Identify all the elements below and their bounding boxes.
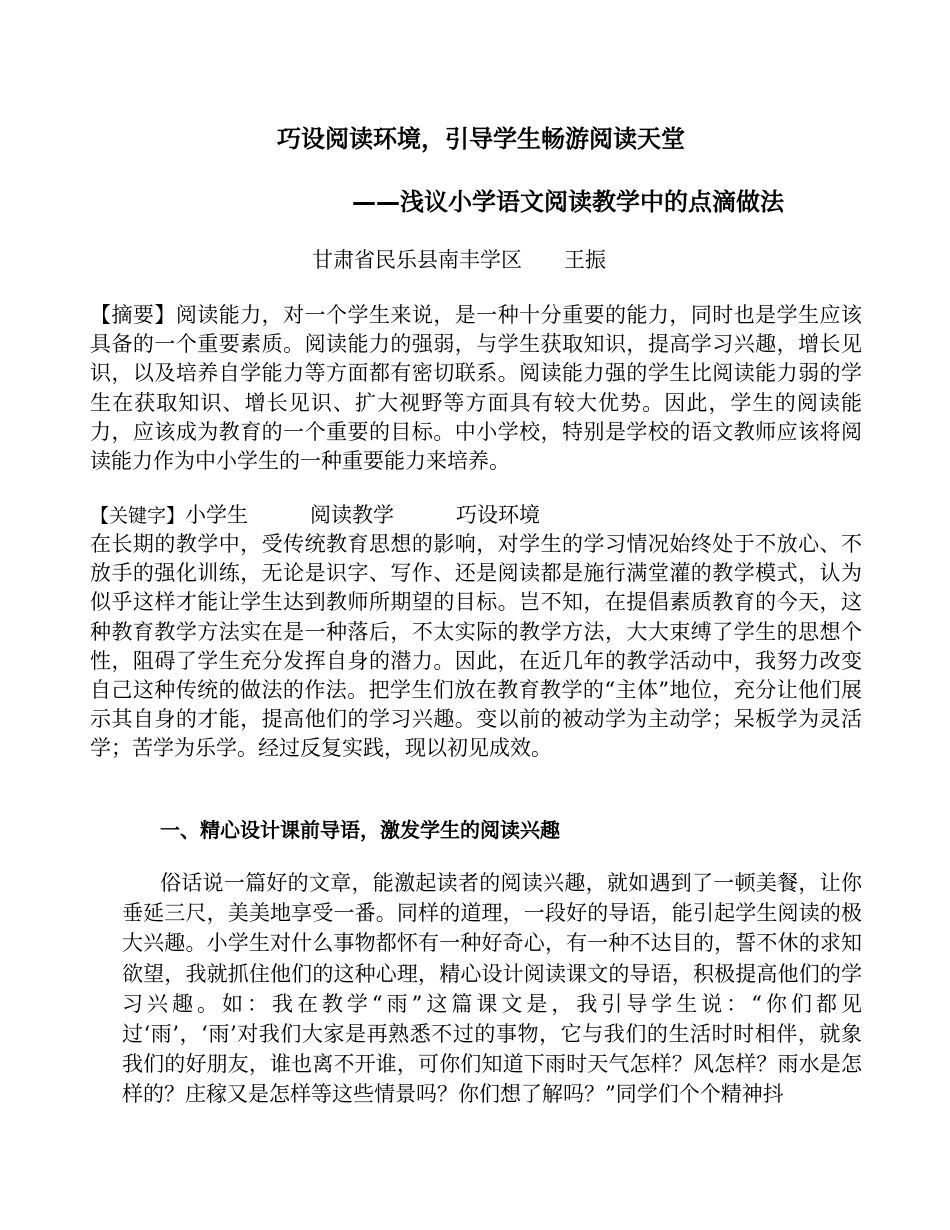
keyword-item: 巧设环境 — [456, 503, 541, 527]
abstract — [90, 301, 862, 476]
section-paragraph: 俗话说一篇好的文章，能激起读者的阅读兴趣，就如遇到了一顿美餐，让你垂延三尺，美美地享受一番。同样的道理，一段好的导语，能引起学生阅读的极大兴趣。小学生对什么事物都怀有一种好奇心，有一种不达目的，誓不休的求知欲望，我就抓住他们的这种心理，精心设计阅读课文的导语，积极提高他们的学习兴趣。如：我在教学“雨”这篇课文是，我引导学生说：“你们都见过‘雨’，‘雨’对我们大家是再熟悉不过的事物，它与我们的生活时时相伴，就象我们的好朋友，谁也离不开谁，可你们知道下雨时天气怎样？风怎样？雨水是怎样的？庄稼又是怎样等这些情景吗？你们想了解吗？”同学们个个精神抖 — [122, 871, 862, 1107]
abstract-label: 【摘要】 — [90, 303, 176, 327]
document-subtitle: ——浅议小学语文阅读教学中的点滴做法 — [352, 188, 784, 216]
keywords — [90, 501, 862, 531]
document-title: 巧设阅读环境，引导学生畅游阅读天堂 — [277, 125, 685, 153]
author-line — [312, 245, 606, 275]
abstract-text: 阅读能力，对一个学生来说，是一种十分重要的能力，同时也是学生应该具备的一个重要素质。阅读能力的强弱，与学生获取知识，提高学习兴趣，增长见识，以及培养自学能力等方面都有密切联系。阅读能力强的学生比阅读能力弱的学生在获取知识、增长见识、扩大视野等方面具有较大优势。因此，学生的阅读能力，应该成为教育的一个重要的目标。中小学校，特别是学校的语文教师应该将阅读能力作为中小学生的一种重要能力来培养。 — [90, 303, 863, 474]
keywords-label: 【关键字】 — [90, 505, 186, 527]
author-affiliation: 甘肃省民乐县南丰学区 — [312, 248, 522, 272]
author-name: 王振 — [564, 248, 606, 272]
keyword-item: 小学生 — [185, 503, 249, 527]
keyword-item: 阅读教学 — [310, 503, 395, 527]
intro-paragraph: 在长期的教学中，受传统教育思想的影响，对学生的学习情况始终处于不放心、不放手的强化训练，无论是识字、写作、还是阅读都是施行满堂灌的教学模式，认为似乎这样才能让学生达到教师所期望的目标。岂不知，在提倡素质教育的今天，这种教育教学方法实在是一种落后，不太实际的教学方法，大大束缚了学生的思想个性，阻碍了学生充分发挥自身的潜力。因此，在近几年的教学活动中，我努力改变自己这种传统的做法的作法。把学生们放在教育教学的“主体”地位，充分让他们展示其自身的才能，提高他们的学习兴趣。变以前的被动学为主动学；呆板学为灵活学；苦学为乐学。经过反复实践，现以初见成效。 — [90, 532, 862, 761]
section-heading: 一、精心设计课前导语，激发学生的阅读兴趣 — [160, 818, 560, 842]
